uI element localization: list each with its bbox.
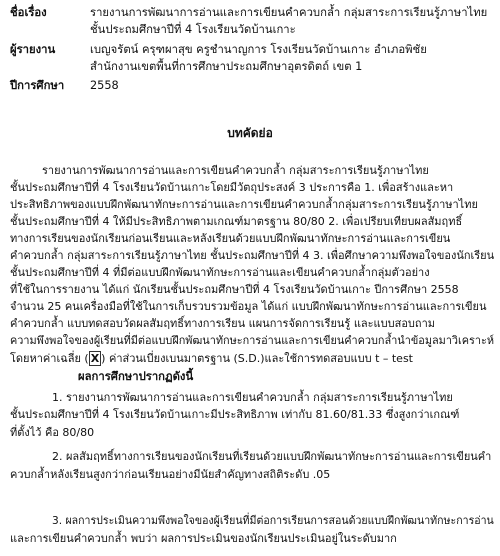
stats-text-before: โดยหาค่าเฉลี่ย ( bbox=[10, 352, 89, 365]
abstract-line: ที่ใช้ในการรายงาน ได้แก่ นักเรียนชั้นประถมศึกษาปีที่ 4 โรงเรียนวัดบ้านเกาะ ปีการศึกษา 2558 bbox=[10, 283, 459, 296]
abstract-line: จำนวน 25 คนเครื่องมือที่ใช้ในการเก็บรวบรวมข้อมูล ได้แก่ แบบฝึกพัฒนาทักษะการอ่านและการเขียน bbox=[10, 300, 487, 313]
results-line: ควบกล้ำหลังเรียนสูงกว่าก่อนเรียนอย่างมีนัยสำคัญทางสถิติระดับ .05 bbox=[10, 468, 331, 481]
mean-symbol: X bbox=[90, 352, 100, 365]
abstract-line: คำควบกล้ำ กลุ่มสาระการเรียนรู้ภาษาไทย ชั้นประถมศึกษาปีที่ 4 3. เพื่อศึกษาความพึงพอใจของนักเรียน bbox=[10, 249, 495, 262]
abstract-line: ชั้นประถมศึกษาปีที่ 4 ให้มีประสิทธิภาพตามเกณฑ์มาตรฐาน 80/80 2. เพื่อเปรียบเทียบผลสัมฤทธิ์ bbox=[10, 215, 463, 228]
topic-line-2: ชั้นประถมศึกษาปีที่ 4 โรงเรียนวัดบ้านเกาะ bbox=[90, 23, 296, 36]
author-line-1: เบญจรัตน์ ครุฑผาสุข ครูชำนาญการ โรงเรียนวัดบ้านเกาะ อำเภอพิชัย bbox=[90, 43, 427, 56]
year-label: ปีการศึกษา bbox=[10, 79, 65, 92]
stats-line bbox=[10, 350, 413, 367]
stats-text-after: ) ค่าส่วนเบี่ยงเบนมาตรฐาน (S.D.)และใช้การทดสอบแบบ t – test bbox=[101, 352, 413, 365]
results-title: ผลการศึกษาปรากฏดังนี้ bbox=[78, 370, 194, 383]
results-line: ชั้นประถมศึกษาปีที่ 4 โรงเรียนวัดบ้านเกาะมีประสิทธิภาพ เท่ากับ 81.60/81.33 ซึ่งสูงกว่าเกณฑ์ bbox=[10, 408, 460, 421]
results-line: และการเขียนคำควบกล้ำ พบว่า ผลการประเมินของนักเรียนประเมินอยู่ในระดับมาก bbox=[10, 532, 397, 545]
abstract-line: ชั้นประถมศึกษาปีที่ 4 โรงเรียนวัดบ้านเกาะโดยมีวัตถุประสงค์ 3 ประการคือ 1. เพื่อสร้างและหา bbox=[10, 181, 454, 194]
results-line: 3. ผลการประเมินความพึงพอใจของผู้เรียนที่มีต่อการเรียนการสอนด้วยแบบฝึกพัฒนาทักษะการอ่าน bbox=[52, 514, 494, 527]
author-label: ผู้รายงาน bbox=[10, 43, 56, 56]
results-line: 2. ผลสัมฤทธิ์ทางการเรียนของนักเรียนที่เรียนด้วยแบบฝึกพัฒนาทักษะการอ่านและการเขียนคำ bbox=[52, 450, 492, 463]
topic-label: ชื่อเรื่อง bbox=[10, 6, 47, 19]
abstract-line: ชั้นประถมศึกษาปีที่ 4 ที่มีต่อแบบฝึกพัฒนาทักษะการอ่านและเขียนคำควบกล้ำกลุ่มตัวอย่าง bbox=[10, 266, 430, 279]
results-line: 1. รายงานการพัฒนาการอ่านและการเขียนคำควบกล้ำ กลุ่มสาระการเรียนรู้ภาษาไทย bbox=[52, 391, 453, 404]
abstract-line: รายงานการพัฒนาการอ่านและการเขียนคำควบกล้ำ กลุ่มสาระการเรียนรู้ภาษาไทย bbox=[42, 164, 429, 177]
abstract-line: คำควบกล้ำ แบบทดสอบวัดผลสัมฤทธิ์ทางการเรียน แผนการจัดการเรียนรู้ และแบบสอบถาม bbox=[10, 317, 436, 330]
abstract-line: ทางการเรียนของนักเรียนก่อนเรียนและหลังเรียนด้วยแบบฝึกพัฒนาทักษะการอ่านและการเขียน bbox=[10, 232, 451, 245]
abstract-line: ประสิทธิภาพของแบบฝึกพัฒนาทักษะการอ่านและการเขียนคำควบกล้ำกลุ่มสาระการเรียนรู้ภาษาไทย bbox=[10, 198, 478, 211]
results-line: ที่ตั้งไว้ คือ 80/80 bbox=[10, 426, 95, 439]
abstract-title: บทคัดย่อ bbox=[227, 126, 273, 140]
topic-line-1: รายงานการพัฒนาการอ่านและการเขียนคำควบกล้ำ กลุ่มสาระการเรียนรู้ภาษาไทย bbox=[90, 6, 488, 19]
year-value: 2558 bbox=[90, 79, 119, 92]
abstract-line: ความพึงพอใจของผู้เรียนที่มีต่อแบบฝึกพัฒนาทักษะการอ่านและการเขียนคำควบกล้ำนำข้อมูลมาวิเคราะห์ bbox=[10, 334, 495, 347]
author-line-2: สำนักงานเขตพื้นที่การศึกษาประถมศึกษาอุตรดิตถ์ เขต 1 bbox=[90, 60, 363, 73]
